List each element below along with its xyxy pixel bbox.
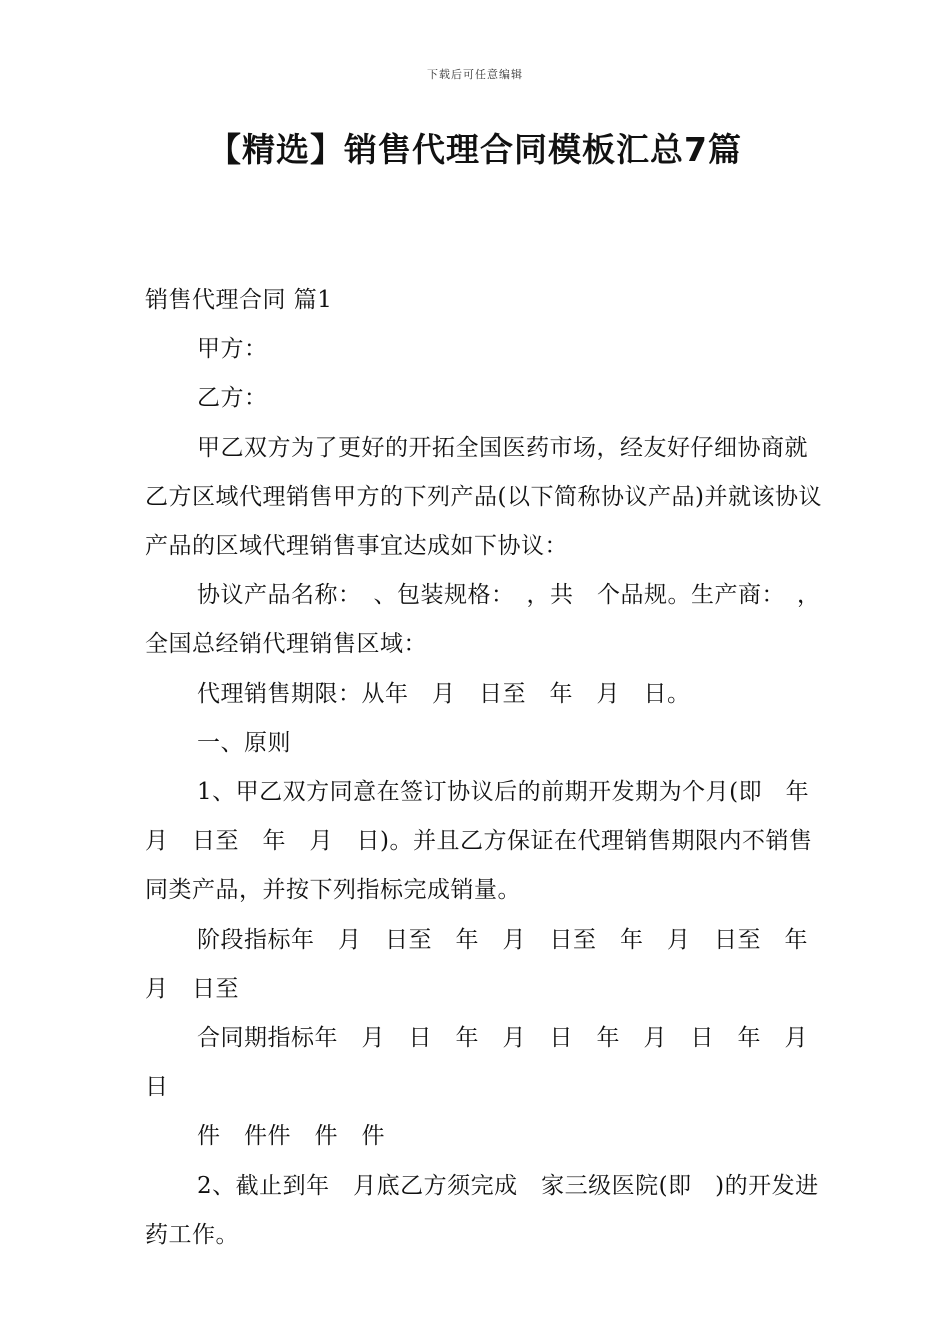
paragraph-product-info: 协议产品名称： 、包装规格： ，共 个品规。生产商： ，全国总经销代理销售区域： [145,582,821,658]
paragraph-clause-1: 1、甲乙双方同意在签订协议后的前期开发期为个月(即 年 月 日至 年 月 日)。并且乙方保证在代理销售期限内不销售同类产品，并按下列指标完成销量。 [145,779,833,904]
paragraph-principle-heading: 一、原则 [197,729,291,756]
document-title: 【精选】销售代理合同模板汇总7篇 [208,130,742,169]
header-note: 下载后可任意编辑 [427,68,523,81]
paragraph-contract-targets: 合同期指标年 月 日 年 月 日 年 月 日 年 月 日 [145,1025,832,1101]
paragraph-party-a: 甲方： [197,336,268,363]
paragraph-preamble: 甲乙双方为了更好的开拓全国医药市场，经友好仔细协商就乙方区域代理销售甲方的下列产品(以下简称协议产品)并就该协议产品的区域代理销售事宜达成如下协议： [145,434,822,560]
document-body [145,276,833,1260]
section-heading: 销售代理合同 篇1 [145,287,333,313]
paragraph-party-b: 乙方： [197,385,268,412]
paragraph-units: 件 件件 件 件 [197,1123,385,1150]
paragraph-stage-targets: 阶段指标年 月 日至 年 月 日至 年 月 日至 年 月 日至 [145,926,832,1002]
paragraph-clause-2: 2、截止到年 月底乙方须完成 家三级医院(即 )的开发进药工作。 [145,1172,819,1248]
paragraph-term: 代理销售期限：从年 月 日至 年 月 日。 [197,680,691,707]
